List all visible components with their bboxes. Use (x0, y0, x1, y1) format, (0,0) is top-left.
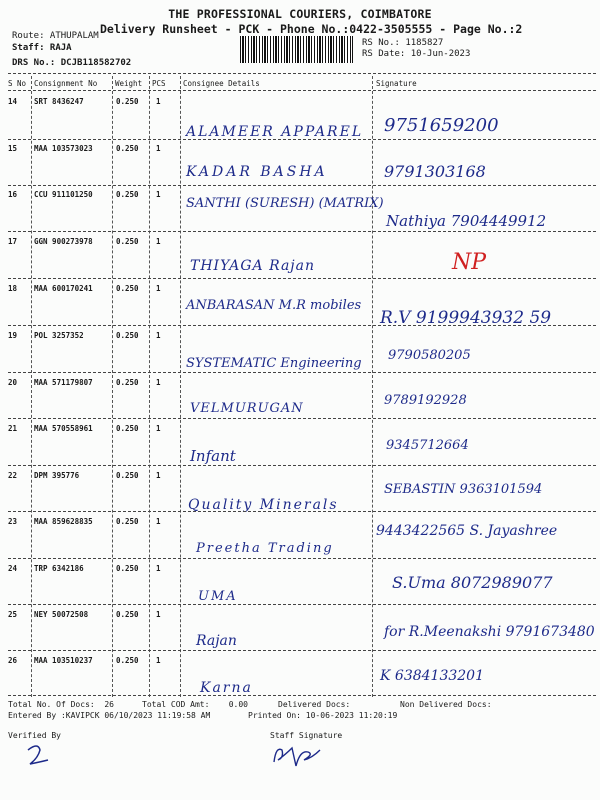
row-signature: S.Uma 8072989077 (392, 573, 553, 592)
row-divider (8, 465, 596, 466)
row-divider (8, 604, 596, 605)
row-sno: 18 (8, 284, 18, 293)
row-consignee-details: Infant (190, 447, 236, 465)
row-signature: 9789192928 (384, 393, 467, 408)
row-consignment-no: MAA 103510237 (34, 656, 93, 665)
row-pcs: 1 (156, 424, 161, 433)
row-weight: 0.250 (116, 144, 139, 153)
row-consignment-no: MAA 600170241 (34, 284, 93, 293)
rs-date: RS Date: 10-Jun-2023 (362, 49, 471, 59)
row-weight: 0.250 (116, 656, 139, 665)
verified-signature-mark (24, 742, 54, 768)
row-sno: 19 (8, 331, 18, 340)
col-signature: Signature (376, 79, 417, 88)
rs-number: RS No.: 1185827 (362, 38, 444, 48)
row-signature: 9751659200 (384, 115, 499, 136)
row-sno: 14 (8, 97, 18, 106)
row-consignee-details: SYSTEMATIC Engineering (186, 356, 362, 371)
row-divider (8, 139, 596, 140)
row-consignment-no: SRT 8436247 (34, 97, 84, 106)
row-consignment-no: MAA 571179807 (34, 378, 93, 387)
row-pcs: 1 (156, 471, 161, 480)
row-consignee-details: SANTHI (SURESH) (MATRIX) (186, 196, 384, 211)
row-signature: for R.Meenakshi 9791673480 (384, 624, 595, 640)
row-signature: R.V 9199943932 59 (380, 308, 552, 328)
row-consignment-no: DPM 395776 (34, 471, 80, 480)
row-divider (8, 231, 596, 232)
row-sno: 20 (8, 378, 18, 387)
row-consignee-details: THIYAGA Rajan (190, 258, 315, 274)
col-sno: S No (8, 79, 27, 88)
row-pcs: 1 (156, 517, 161, 526)
row-signature: Nathiya 7904449912 (386, 212, 547, 230)
row-sno: 24 (8, 564, 18, 573)
row-sno: 25 (8, 610, 18, 619)
staff-signature-label: Staff Signature (270, 731, 343, 740)
col-weight: Weight (115, 79, 143, 88)
drs-number: DRS No.: DCJB118582702 (12, 58, 132, 68)
row-consignee-details: UMA (198, 589, 238, 604)
row-pcs: 1 (156, 284, 161, 293)
row-weight: 0.250 (116, 564, 139, 573)
row-consignment-no: MAA 859628835 (34, 517, 93, 526)
table-header-rule (8, 90, 596, 91)
row-weight: 0.250 (116, 610, 139, 619)
row-weight: 0.250 (116, 97, 139, 106)
entered-by: Entered By :KAVIPCK 06/10/2023 11:19:58 AM (8, 711, 211, 720)
row-divider (8, 650, 596, 651)
row-pcs: 1 (156, 610, 161, 619)
row-consignee-details: Preetha Trading (196, 541, 334, 556)
row-pcs: 1 (156, 378, 161, 387)
total-docs: Total No. Of Docs: 26 (8, 700, 114, 709)
row-pcs: 1 (156, 144, 161, 153)
row-weight: 0.250 (116, 517, 139, 526)
row-signature: 9790580205 (388, 348, 471, 363)
row-signature: SEBASTIN 9363101594 (384, 482, 543, 497)
row-pcs: 1 (156, 237, 161, 246)
row-consignment-no: MAA 570558961 (34, 424, 93, 433)
row-pcs: 1 (156, 331, 161, 340)
row-pcs: 1 (156, 190, 161, 199)
non-delivered-docs: Non Delivered Docs: (400, 700, 492, 709)
row-signature: NP (452, 250, 487, 275)
col-pcs: PCS (152, 79, 166, 88)
row-weight: 0.250 (116, 378, 139, 387)
row-consignment-no: POL 3257352 (34, 331, 84, 340)
row-weight: 0.250 (116, 237, 139, 246)
table-bottom-rule (8, 695, 596, 696)
row-consignee-details: Quality Minerals (188, 497, 339, 513)
row-sno: 23 (8, 517, 18, 526)
row-sno: 21 (8, 424, 18, 433)
row-pcs: 1 (156, 97, 161, 106)
route-label: Route: ATHUPALAM (12, 31, 99, 41)
row-pcs: 1 (156, 656, 161, 665)
printed-on: Printed On: 10-06-2023 11:20:19 (248, 711, 398, 720)
row-consignee-details: ANBARASAN M.R mobiles (186, 298, 362, 313)
row-consignee-details: VELMURUGAN (190, 401, 304, 416)
row-weight: 0.250 (116, 284, 139, 293)
row-weight: 0.250 (116, 471, 139, 480)
staff-signature-mark (268, 740, 328, 770)
row-consignee-details: Karna (200, 680, 253, 696)
runsheet-subtitle: Delivery Runsheet - PCK - Phone No.:0422-3505555 - Page No.:2 (100, 22, 523, 36)
row-consignee-details: Rajan (196, 633, 237, 649)
row-consignment-no: CCU 911101250 (34, 190, 93, 199)
row-divider (8, 325, 596, 326)
delivered-docs: Delivered Docs: (278, 700, 351, 709)
row-sno: 15 (8, 144, 18, 153)
row-signature: 9443422565 S. Jayashree (376, 523, 558, 539)
row-pcs: 1 (156, 564, 161, 573)
barcode-image (240, 36, 353, 63)
staff-label: Staff: RAJA (12, 43, 72, 53)
row-signature: K 6384133201 (380, 668, 484, 684)
row-consignment-no: GGN 900273978 (34, 237, 93, 246)
row-divider (8, 372, 596, 373)
col-consignment: Consignment No (34, 79, 98, 88)
total-cod-amount: Total COD Amt: 0.00 (142, 700, 248, 709)
row-divider (8, 511, 596, 512)
row-consignment-no: MAA 103573023 (34, 144, 93, 153)
verified-by-label: Verified By (8, 731, 61, 740)
row-sno: 17 (8, 237, 18, 246)
row-consignee-details: ALAMEER APPAREL (186, 124, 364, 140)
row-weight: 0.250 (116, 190, 139, 199)
row-sno: 26 (8, 656, 18, 665)
row-signature: 9791303168 (384, 162, 486, 181)
row-consignment-no: NEY 50072508 (34, 610, 89, 619)
row-weight: 0.250 (116, 331, 139, 340)
row-sno: 16 (8, 190, 18, 199)
row-divider (8, 278, 596, 279)
row-divider (8, 185, 596, 186)
row-consignment-no: TRP 6342186 (34, 564, 84, 573)
company-title: THE PROFESSIONAL COURIERS, COIMBATORE (168, 7, 432, 21)
row-divider (8, 558, 596, 559)
row-weight: 0.250 (116, 424, 139, 433)
col-consignee: Consignee Details (183, 79, 260, 88)
row-divider (8, 418, 596, 419)
table-top-rule (8, 73, 596, 74)
row-consignee-details: KADAR BASHA (186, 164, 328, 180)
row-sno: 22 (8, 471, 18, 480)
row-signature: 9345712664 (386, 438, 469, 453)
